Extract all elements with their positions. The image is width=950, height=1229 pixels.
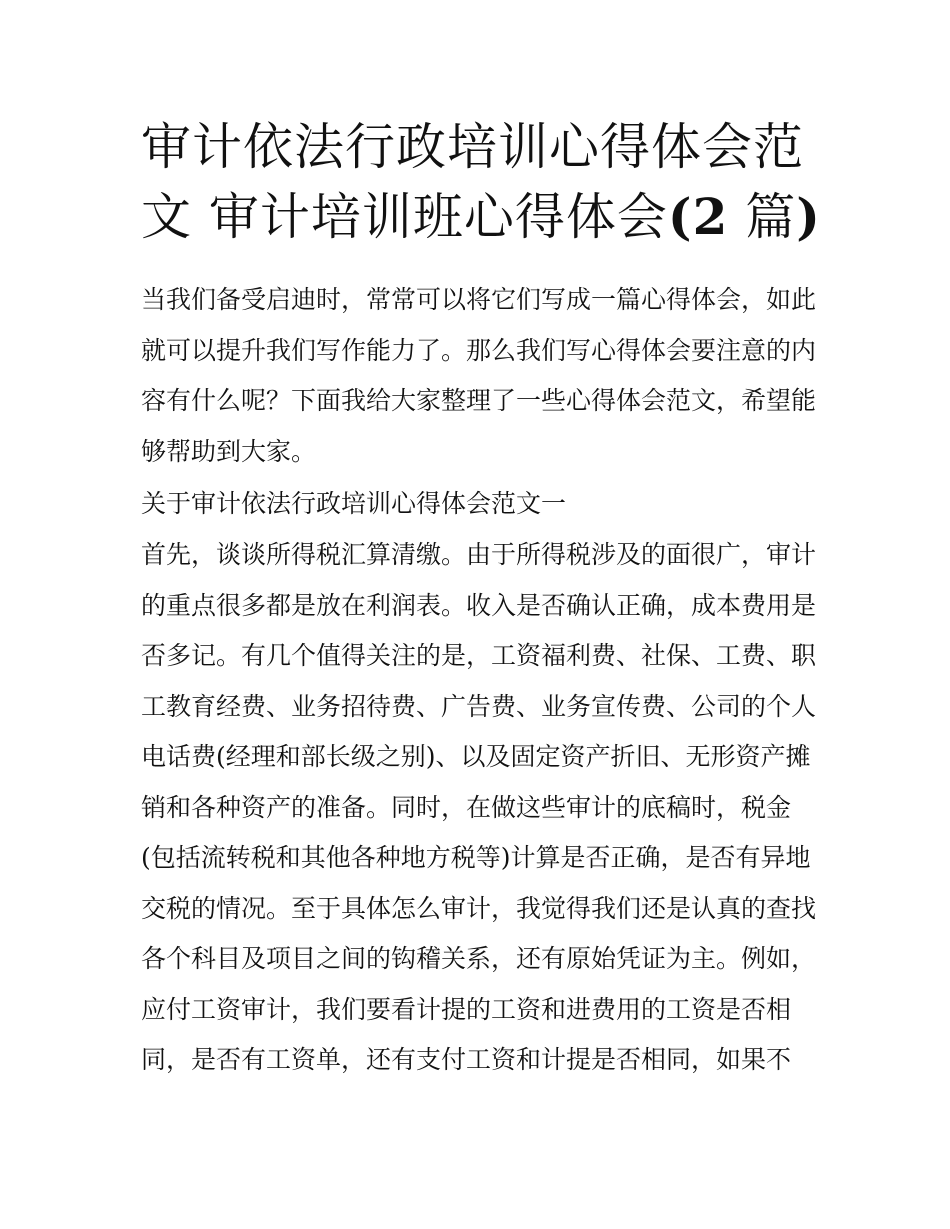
body-line: 电话费(经理和部长级之别)、以及固定资产折旧、无形资产摊 <box>141 742 811 771</box>
intro-line: 容有什么呢？下面我给大家整理了一些心得体会范文，希望能 <box>141 386 817 415</box>
title-line-1: 审计依法行政培训心得体会范 <box>141 118 804 176</box>
body-line: 应付工资审计，我们要看计提的工资和进费用的工资是否相 <box>141 994 792 1024</box>
body-line: (包括流转税和其他各种地方税等)计算是否正确，是否有异地 <box>141 843 811 872</box>
intro-line: 就可以提升我们写作能力了。那么我们写心得体会要注意的内 <box>141 335 817 365</box>
body-line: 首先，谈谈所得税汇算清缴。由于所得税涉及的面很广，审计 <box>141 540 817 569</box>
section-heading-text: 关于审计依法行政培训心得体会范文一 <box>141 489 567 518</box>
title-paren-open-number: (2 <box>667 187 729 246</box>
intro-paragraph <box>141 275 821 477</box>
intro-line: 够帮助到大家。 <box>141 436 317 466</box>
body-line: 销和各种资产的准备。同时，在做这些审计的底稿时，税金 <box>141 792 792 822</box>
title-line-2 <box>141 188 821 246</box>
body-line: 的重点很多都是放在利润表。收入是否确认正确，成本费用是 <box>141 590 817 620</box>
body-paragraph <box>141 530 821 1086</box>
body-line: 交税的情况。至于具体怎么审计，我觉得我们还是认真的查找 <box>141 893 817 923</box>
title-line-2-text: 文 审计培训班心得体会 <box>141 188 668 246</box>
body-line: 工教育经费、业务招待费、广告费、业务宣传费、公司的个人 <box>141 691 817 721</box>
body-line: 各个科目及项目之间的钩稽关系，还有原始凭证为主。例如， <box>141 944 817 973</box>
title-count-word: 篇 <box>728 188 797 246</box>
body-line: 同，是否有工资单，还有支付工资和计提是否相同，如果不 <box>141 1045 792 1074</box>
document-title <box>141 112 821 252</box>
section-heading <box>141 479 821 530</box>
intro-line: 当我们备受启迪时，常常可以将它们写成一篇心得体会，如此 <box>141 285 817 314</box>
body-line: 否多记。有几个值得关注的是，工资福利费、社保、工费、职 <box>141 641 817 670</box>
title-paren-close: ) <box>796 187 821 246</box>
